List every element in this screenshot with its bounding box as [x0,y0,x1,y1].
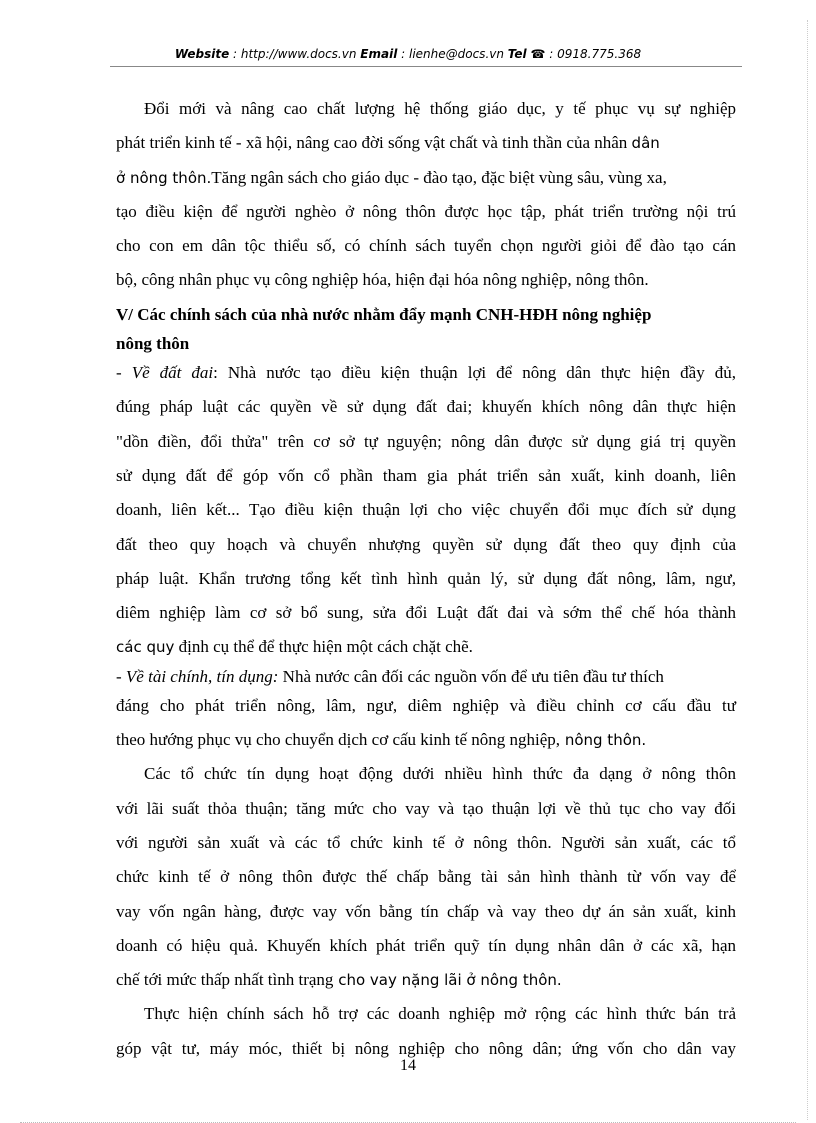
text-line [116,665,736,689]
text-span: các quy [116,638,175,657]
email-value: : lienhe@docs.vn [397,47,508,61]
paragraph-education [116,92,736,298]
header-rule [110,66,742,67]
text-span: chế tới mức thấp nhất tình trạng [116,970,334,990]
heading-line: nông thôn [116,334,190,354]
paragraph-credit [116,757,736,997]
text-span: định cụ thể để thực hiện một cách chặt chẽ. [174,637,473,657]
text-line [116,963,736,997]
text-span: : Nhà nước tạo điều kiện thuận lợi để nông dân thực hiện đầy đủ, [213,363,736,383]
paragraph-finance [116,665,736,758]
text-line: chức kinh tế ở nông thôn được thế chấp bằng tài sản hình thành từ vốn vay để [116,867,736,887]
tel-label: Tel [507,47,527,61]
text-line [116,356,736,390]
text-line: cho con em dân tộc thiểu số, có chính sách tuyển chọn người giỏi để đào tạo cán [116,236,736,256]
heading-line: V/ Các chính sách của nhà nước nhằm đẩy mạnh CNH-HĐH nông nghiệp [116,304,652,324]
text-span: Nhà nước cân đối các nguồn vốn để ưu tiên đầu tư thích [278,666,664,686]
text-line: Các tổ chức tín dụng hoạt động dưới nhiều hình thức đa dạng ở nông thôn [144,764,736,784]
text-line: với lãi suất thỏa thuận; tăng mức cho vay và tạo thuận lợi về thủ tục cho vay đối [116,798,736,818]
text-line [116,126,736,160]
text-line: pháp luật. Khẩn trương tổng kết tình hình quản lý, sử dụng đất nông, lâm, ngư, [116,568,736,588]
finance-label: - Về tài chính, tín dụng: [116,666,279,686]
text-span: nông thôn. [560,731,647,750]
text-line: bộ, công nhân phục vụ công nghiệp hóa, hiện đại hóa nông nghiệp, nông thôn. [116,270,649,290]
text-line: với người sản xuất và các tổ chức kinh tế ở nông thôn. Người sản xuất, các tổ [116,832,736,852]
text-line [116,161,736,195]
side-rule [807,20,808,1120]
text-line: đất theo quy hoạch và chuyển nhượng quyền sử dụng đất theo quy định của [116,534,736,554]
tel-value: : 0918.775.368 [545,47,642,61]
document-body [116,92,736,1066]
text-line: góp vật tư, máy móc, thiết bị nông nghiệp cho nông dân; ứng vốn cho dân vay [116,1038,736,1058]
text-span: dân [631,134,660,153]
text-line [116,723,736,757]
text-line: vay vốn ngân hàng, được vay vốn bằng tín chấp và vay theo dự án sản xuất, kinh [116,901,736,921]
text-line: doanh, liên kết... Tạo điều kiện thuận lợi cho việc chuyển đổi mục đích sử dụng [116,500,736,520]
text-span: Tăng ngân sách cho giáo dục - đào tạo, đặc biệt vùng sâu, vùng xa, [211,167,667,187]
text-line: "dồn điền, đổi thửa" trên cơ sở tự nguyện; nông dân được sử dụng giá trị quyền [116,431,736,451]
website-label: Website [174,47,230,61]
email-label: Email [360,47,398,61]
land-label: - Về đất đai [116,363,214,383]
text-span: cho vay nặng lãi ở nông thôn. [333,971,562,990]
website-value: : http://www.docs.vn [229,47,361,61]
page-header [0,47,816,61]
text-line: sử dụng đất để góp vốn cổ phần tham gia phát triển sản xuất, kinh doanh, liên [116,465,736,485]
text-span: phát triển kinh tế - xã hội, nâng cao đời sống vật chất và tinh thần của nhân [116,133,628,153]
section-heading [116,298,736,356]
text-line: Thực hiện chính sách hỗ trợ các doanh nghiệp mở rộng các hình thức bán trả [144,1004,736,1024]
text-line: Đổi mới và nâng cao chất lượng hệ thống giáo dục, y tế phục vụ sự nghiệp [144,99,736,118]
text-line: doanh có hiệu quả. Khuyến khích phát triển quỹ tín dụng nhân dân ở các xã, hạn [116,935,736,955]
text-line: đúng pháp luật các quyền về sử dụng đất đai; khuyến khích nông dân thực hiện [116,397,736,417]
text-line [116,630,736,664]
paragraph-support [116,997,736,1066]
paragraph-land [116,356,736,665]
text-line: tạo điều kiện để người nghèo ở nông thôn được học tập, phát triển trường nội trú [116,201,736,221]
text-line: diêm nghiệp làm cơ sở bổ sung, sửa đổi Luật đất đai và sớm thể chế hóa thành [116,603,736,623]
text-span: theo hướng phục vụ cho chuyển dịch cơ cấu kinh tế nông nghiệp, [116,730,561,750]
text-span: ở nông thôn. [116,168,212,187]
text-line: đáng cho phát triển nông, lâm, ngư, diêm nghiệp và điều chỉnh cơ cấu đầu tư [116,695,736,715]
page-number: 14 [400,1057,416,1074]
phone-icon: ☎ [530,47,546,61]
